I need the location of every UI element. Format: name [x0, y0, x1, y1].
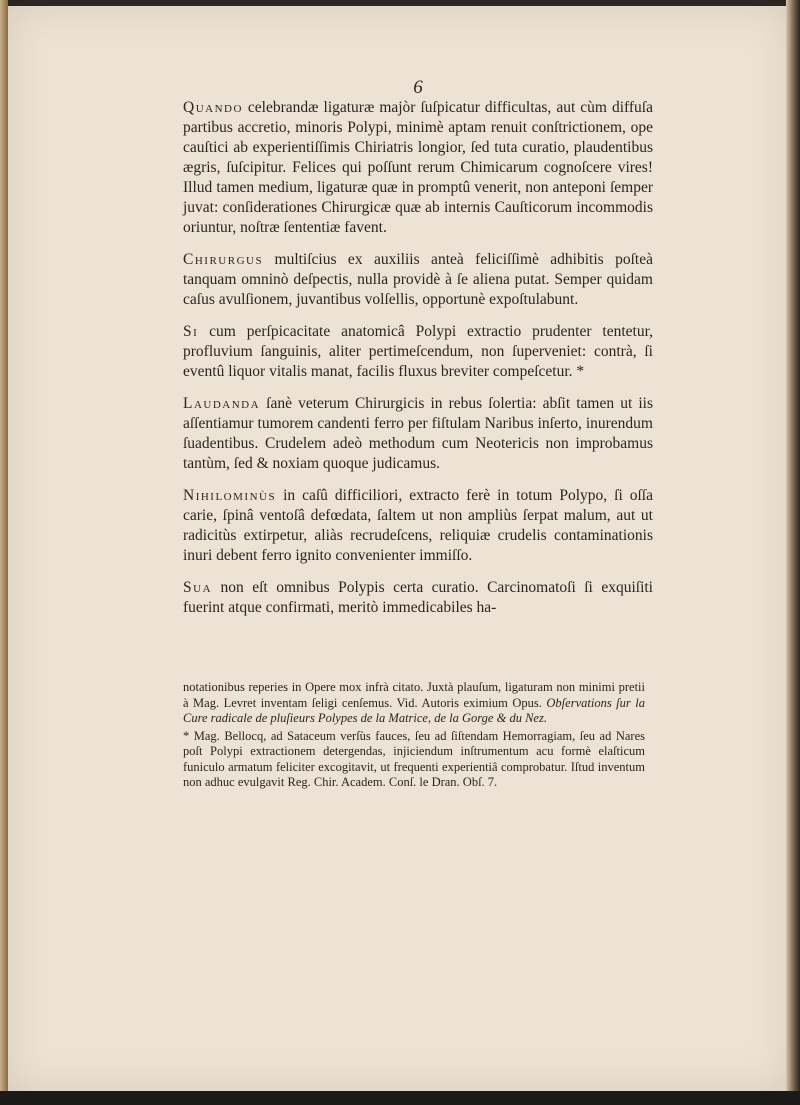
footnotes	[183, 680, 645, 793]
footnote-text: notationibus reperies in Opere mox infrà citato. Juxtà plauſum, ligaturam non minimi pretii à Mag. Levret inventam ſeligi cenſemus. Vid. Autoris eximium Opus.	[183, 680, 645, 710]
paragraph-lead: Quando	[183, 99, 243, 116]
paragraph-laudanda	[183, 394, 653, 474]
footnote-bellocq	[183, 729, 645, 791]
footnote-continued	[183, 680, 645, 727]
paragraph-body: ſanè veterum Chirurgicis in rebus ſolertia: abſit tamen ut iis aſſentiamur tumorem candenti ferro per fiſtulam Naribus inſerto, inurendum ſuadentibus. Crudelem adeò methodum cum Neotericis non improbamus tantùm, ſed & noxiam quoque judicamus.	[183, 395, 653, 472]
paragraph-lead: Nihilominùs	[183, 487, 277, 504]
bottom-shadow	[0, 1091, 800, 1105]
page-edge-right	[786, 0, 800, 1105]
paragraph-sua	[183, 578, 653, 618]
footnote-book-title: Obſervations ſur la Cure radicale de pluſieurs Polypes de la Matrice, de la Gorge & du Nez.	[183, 695, 645, 725]
paragraph-body: multiſcius ex auxiliis anteà feliciſſimè adhibitis poſteà tanquam omninò deſpectis, nulla providè à ſe aliena putat. Semper quidam caſus avulſionem, juvantibus volſellis, opportunè expoſtulabunt.	[183, 251, 653, 308]
paragraph-lead: Si	[183, 323, 199, 340]
paragraph-chirurgus	[183, 250, 653, 310]
paragraph-nihilominus	[183, 486, 653, 566]
paragraph-body: celebrandæ ligaturæ majòr ſuſpicatur difficultas, aut cùm diffuſa partibus accretio, minoris Polypi, minimè aptam renuit conſtrictionem, ope cauſtici ab experientiſſimis Chiriatris longior, ſed tuta curatio, plaudentibus ægris, ſuſcipitur. Felices qui poſſunt rerum Chimicarum cognoſcere vires! Illud tamen medium, ligaturæ quæ in promptû venerit, non anteponi ſemper juvat: conſiderationes Chirurgicæ quæ ab internis Cauſticorum incommodis oriuntur, noſtræ ſententiæ favent.	[183, 99, 653, 236]
paragraph-quando	[183, 98, 653, 238]
page-number: 6	[413, 77, 423, 98]
main-text	[183, 78, 653, 630]
paragraph-si	[183, 322, 653, 382]
paragraph-lead: Laudanda	[183, 395, 261, 412]
paragraph-body: cum perſpicacitate anatomicâ Polypi extractio prudenter tentetur, profluvium ſanguinis, aliter pertimeſcendum, non ſuperveniet: contrà, ſi eventû liquor vitalis manat, facilis fluxus breviter compeſcetur. *	[183, 323, 653, 380]
paragraph-lead: Chirurgus	[183, 251, 264, 268]
paragraph-body: non eſt omnibus Polypis certa curatio. Carcinomatoſi ſi exquiſiti fuerint atque confirmati, meritò immedicabiles ha-	[183, 579, 653, 616]
paragraph-lead: Sua	[183, 579, 213, 596]
book-gutter	[0, 0, 8, 1105]
footnote-text: * Mag. Bellocq, ad Sataceum verſùs fauces, ſeu ad ſiſtendam Hemorragiam, ſeu ad Nares poſt Polypi extractionem detergendas, injiciendum inſtrumentum acu formè elaſticum funiculo armatum feliciter excogitavit, ut frequenti experientiâ comprobatur. Iſtud inventum non adhuc evulgavit Reg. Chir. Academ. Conſ. le Dran. Obſ. 7.	[183, 728, 645, 789]
paragraph-body: in caſû difficiliori, extracto ferè in totum Polypo, ſi oſſa carie, ſpinâ ventoſâ defœdata, ſaltem ut non ampliùs ſerpat malum, aut ut radicitùs extirpetur, aliàs recrudeſcens, reliquiæ crudelis contaminationis inuri debent ferro ignito convenienter immiſſo.	[183, 487, 653, 564]
